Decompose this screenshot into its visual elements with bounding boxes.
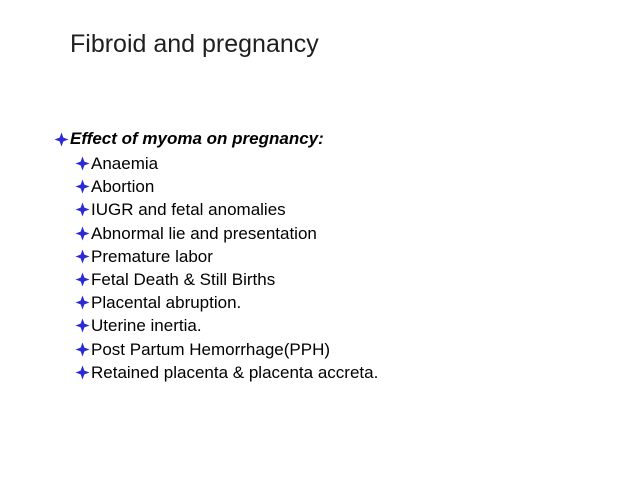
diamond-bullet-icon (75, 272, 90, 287)
effects-list (75, 152, 378, 384)
list-item (75, 361, 378, 384)
diamond-bullet-icon (75, 156, 90, 171)
main-bullet (54, 129, 324, 149)
list-item-text: Abortion (91, 177, 155, 197)
list-item (75, 268, 378, 291)
diamond-bullet-icon (75, 295, 90, 310)
diamond-bullet-icon (54, 132, 69, 147)
list-item-text: Premature labor (91, 246, 213, 266)
slide-title: Fibroid and pregnancy (70, 30, 319, 58)
diamond-bullet-icon (75, 179, 90, 194)
list-item-text: Anaemia (91, 154, 159, 173)
list-item-text: Fetal Death & Still Births (91, 269, 276, 289)
list-item-text: Post Partum Hemorrhage(PPH) (91, 339, 331, 359)
diamond-bullet-icon (75, 365, 90, 380)
list-item-text: Abnormal lie and presentation (91, 223, 317, 243)
diamond-bullet-icon (75, 226, 90, 241)
diamond-bullet-icon (75, 202, 90, 217)
list-item (75, 245, 378, 268)
list-item-text: IUGR and fetal anomalies (91, 200, 286, 220)
list-item (75, 338, 378, 361)
list-item-text: Retained placenta & placenta accreta. (91, 362, 379, 382)
diamond-bullet-icon (75, 318, 90, 333)
list-item-text: Placental abruption. (91, 293, 242, 313)
list-item (75, 175, 378, 198)
list-item (75, 152, 378, 175)
list-item (75, 222, 378, 245)
list-item (75, 198, 378, 221)
main-bullet-text: Effect of myoma on pregnancy: (70, 129, 324, 148)
list-item-text: Uterine inertia. (91, 316, 202, 336)
diamond-bullet-icon (75, 342, 90, 357)
diamond-bullet-icon (75, 249, 90, 264)
list-item (75, 291, 378, 314)
list-item (75, 314, 378, 337)
